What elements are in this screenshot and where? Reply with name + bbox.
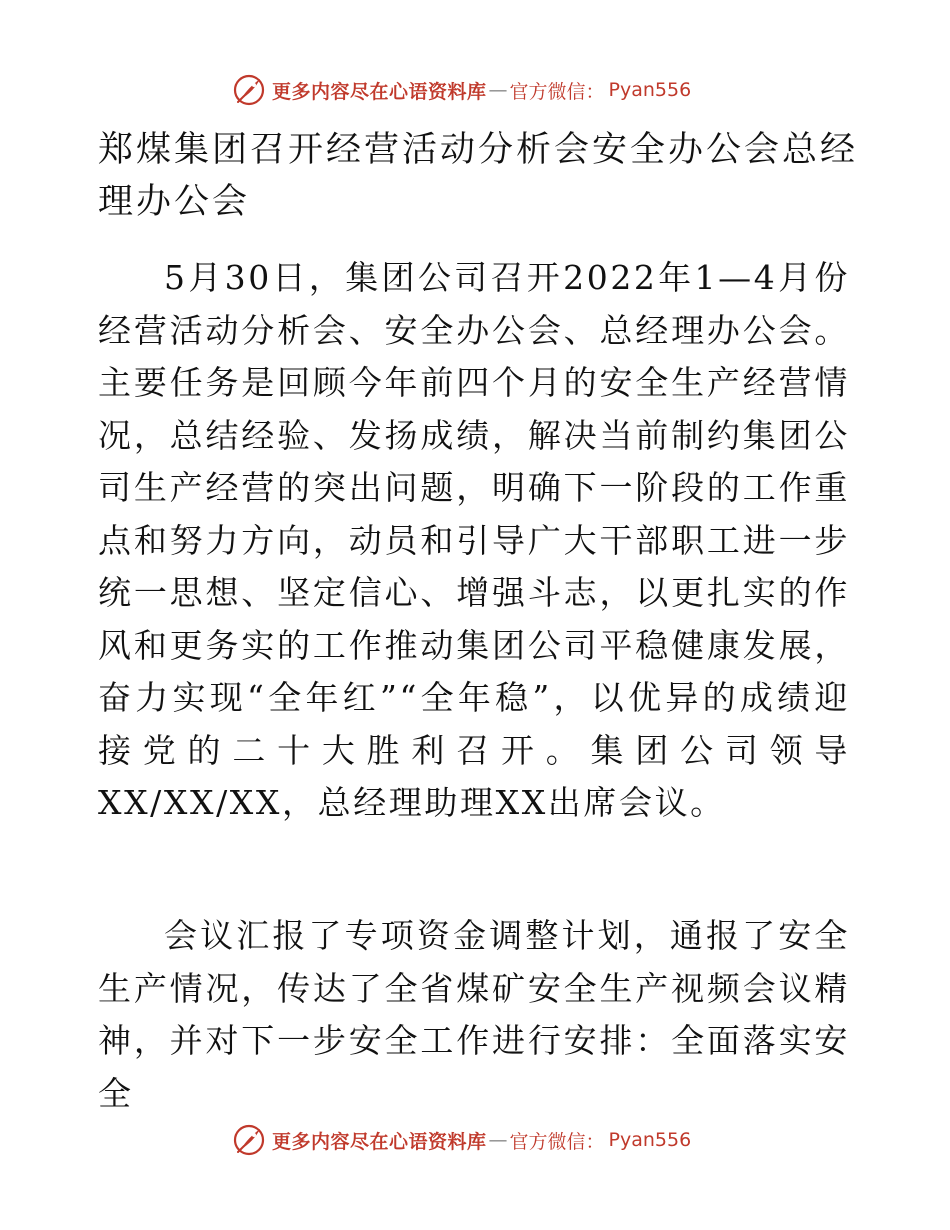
banner-separator: — bbox=[488, 1129, 508, 1151]
banner-separator: — bbox=[488, 79, 508, 101]
banner-wechat-label: 官方微信： bbox=[509, 80, 605, 103]
document-title: 郑煤集团召开经营活动分析会安全办公会总经理办公会 bbox=[98, 130, 859, 222]
banner-wechat-id: Pyan556 bbox=[608, 79, 692, 101]
banner-wechat-label: 官方微信： bbox=[509, 1130, 605, 1153]
banner-slogan: 更多内容尽在心语资料库 bbox=[272, 1130, 487, 1153]
quill-logo-icon bbox=[232, 1123, 266, 1157]
quill-logo-icon bbox=[232, 73, 266, 107]
body-paragraph: 5月30日，集团公司召开2022年1—4月份经营活动分析会、安全办公会、总经理办公会。主要任务是回顾今年前四个月的安全生产经营情况，总结经验、发扬成绩，解决当前制约集团公司生产经营的突出问题，明确下一阶段的工作重点和努力方向，动员和引导广大干部职工进一步统一思想、坚定信心、增强斗志，以更扎实的作风和更务实的工作推动集团公司平稳健康发展，奋力实现“全年红”“全年稳”，以优异的成绩迎接党的二十大胜利召开。集团公司领导XX/XX/XX，总经理助理XX出席会议。 bbox=[98, 258, 850, 822]
banner-slogan: 更多内容尽在心语资料库 bbox=[272, 80, 487, 103]
body-paragraph: 会议汇报了专项资金调整计划，通报了安全生产情况，传达了全省煤矿安全生产视频会议精神，并对下一步安全工作进行安排：全面落实安全 bbox=[98, 916, 850, 1113]
header-banner[interactable] bbox=[232, 72, 732, 108]
footer-banner[interactable] bbox=[232, 1122, 732, 1158]
banner-wechat-id: Pyan556 bbox=[608, 1129, 692, 1151]
